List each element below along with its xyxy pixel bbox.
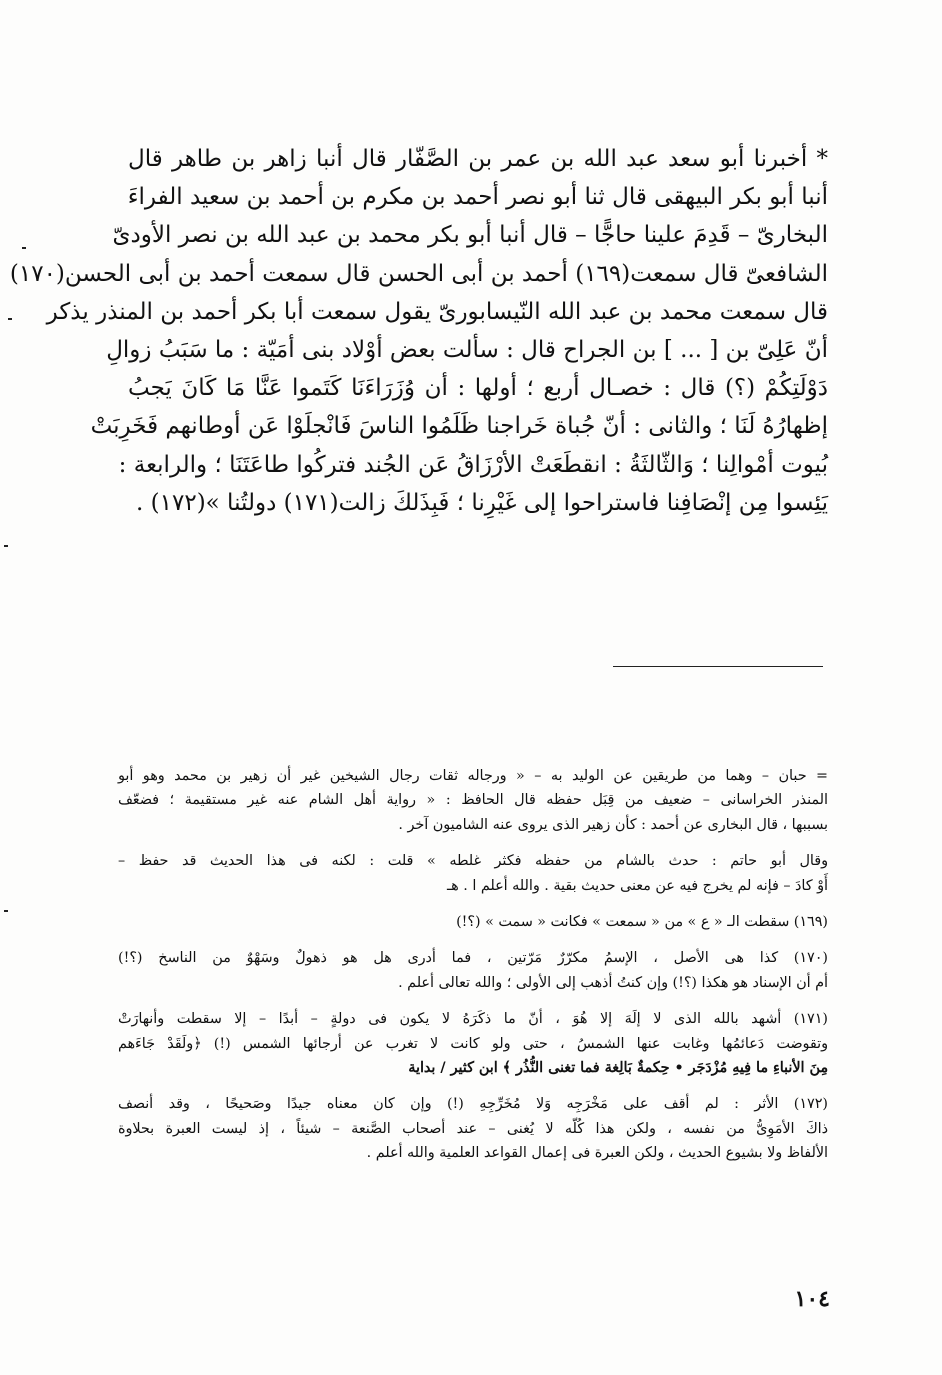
main-text-line: أنّ عَلِىّ بن [ ... ] بن الجراح قال : سألت بعض أوْلاد بنى أمَيّة : ما سَبَبُ زوالِ (106, 337, 828, 364)
footnote-172 (118, 1092, 828, 1165)
footnote-line: (١٧٠) كذا هى الأصل ، الإسمُ مكرّرٌ مَرّتين ، فما أدرى هل هو ذهولٌ وسَهْوٌ من الناسخ (؟!) (118, 950, 828, 967)
footnote-continuation (118, 764, 828, 837)
footnote-abu-hatim (118, 849, 828, 898)
main-text-line: قال سمعت محمد بن عبد الله النّيسابورىّ يقول سمعت أبا بكر أحمد بن المنذر يذكر (46, 298, 828, 325)
footnote-line: أم أن الإسناد هو هكذا (؟!) وإن كنتُ أذهب إلى الأولى ؛ والله تعالى أعلم . (398, 974, 828, 991)
footnote-line: أَوْ كادَ – فإنه لم يخرج فيه عن معنى حديث بقية . والله أعلم ا . هـ (446, 877, 828, 894)
footnote-separator (613, 666, 823, 667)
footnote-line: مِنَ الأنباءِ ما فِيهِ مُزْدَجَر • حِكمةٌ بَالِغة فما تغنى النُّذُر ﴾ ابن كثير / بداية (408, 1060, 828, 1077)
page-number: ١٠٤ (794, 1286, 830, 1312)
margin-speck (4, 545, 8, 547)
main-text-line: الشافعىّ قال سمعت(١٦٩) أحمد بن أبى الحسن قال سمعت أحمد بن أبى الحسن(١٧٠) (9, 260, 828, 287)
margin-speck (22, 247, 26, 249)
main-text-line: إظهارُهُ لَنَا ؛ والثانى : أنّ جُباة خَراجنا ظَلَمُوا الناسَ فَانْجلَوْا عَن أوطانهم فَخَرِبَتْ (90, 413, 828, 440)
footnote-line: بسببها ، قال البخارى عن أحمد : كأن زهير الذى يروى عنه الشاميون آخر . (398, 816, 828, 833)
main-text-line: بُيوت أمْوالِنا ؛ وَالثّالثَةُ : انقطَعَتْ الأرْزَاقُ عَن الجُند فتركُوا طاعَتَنَا ؛ والرابعة : (118, 451, 828, 478)
footnote-line: (١٧٢) الأثر : لم أقف على مَخْرَجِه وَلا مُخَرِّجِهِ (!) وإن كان معناه جيدًا وصَحيحًا ، وقد أنصف (118, 1096, 828, 1113)
margin-speck (4, 910, 8, 912)
main-text-line: يَئِسوا مِن إنْصَافِنا فاستراحوا إلى غَيْرِنا ؛ فَبِذَلكَ زالت(١٧١) دولتُنا »(١٧٢) . (136, 489, 828, 516)
footnote-169 (118, 910, 828, 934)
main-text-line: دَوْلَتِكُمْ (؟) قال : خصـال أربع ؛ أولها : أن وُزَرَاءَنَا كَتَموا عَنَّا مَا كَانَ يَجبُ (128, 375, 828, 402)
footnote-line: (١٧١) أشهد بالله الذى لا إلَهَ إلا هُوَ ، أنّ ما ذكَرَهُ لا يكون فى دولةٍ – أبدًا – إلا سقطت وأنهارَتْ (118, 1011, 828, 1028)
footnote-line: ذاكَ الأمَوِىُّ من نفسه ، ولكن هذا كُلّه لا يُغنى – عند أصحاب الصَّنعة – شيئاً ، إذ ليست العبرة بحلاوة (118, 1120, 828, 1137)
footnote-line: الألفاظ ولا بشيوع الحديث ، ولكن العبرة فى إعمال القواعد العلمية والله أعلم . (366, 1145, 828, 1162)
footnote-line: المنذر الخراسانى – ضعيف من قِبَل حفظه قال الحافظ : « رواية أهل الشام عنه غير مستقيمة ؛ فضعّف (118, 792, 828, 809)
main-text-line: البخارىّ – قَدِمَ علينا حاجًّا – قال أنبا أبو بكر محمد بن عبد الله بن نصر الأودىّ (112, 222, 828, 249)
footnote-line: = حبان – وهما من طريقين عن الوليد به – « ورجاله ثقات رجال الشيخين غير أن زهير بن محمد وهو أبو (118, 768, 828, 784)
footnote-171 (118, 1007, 828, 1080)
margin-speck (8, 318, 12, 320)
footnote-170 (118, 946, 828, 995)
footnote-line: (١٦٩) سقطت الـ « ع » من « سمعت » فكانت « سمت » (؟!) (456, 914, 828, 931)
main-text-line: أنبا أبو بكر البيهقى قال ثنا أبو نصر أحمد بن مكرم بن أحمد بن سعيد الفراءَ (127, 184, 828, 211)
main-text-body (9, 140, 828, 522)
footnotes-section (118, 764, 828, 1178)
footnote-line: وتقوضت دَعائمُها وغابت عنها الشمسُ ، حتى ولو كانت لا تغرب عن أرجائها الشمس (!) ﴿ولَقَدْ جَاءَهم (118, 1035, 828, 1052)
footnote-line: وقال أبو حاتم : حدث بالشام من حفظه فكثر غلطه » قلت : لكنه فى هذا الحديث قد حفظ – (118, 853, 828, 870)
main-text-line: * أخبرنا أبو سعد عبد الله بن عمر بن الصَّفّار قال أنبا زاهر بن طاهر قال (128, 146, 828, 172)
